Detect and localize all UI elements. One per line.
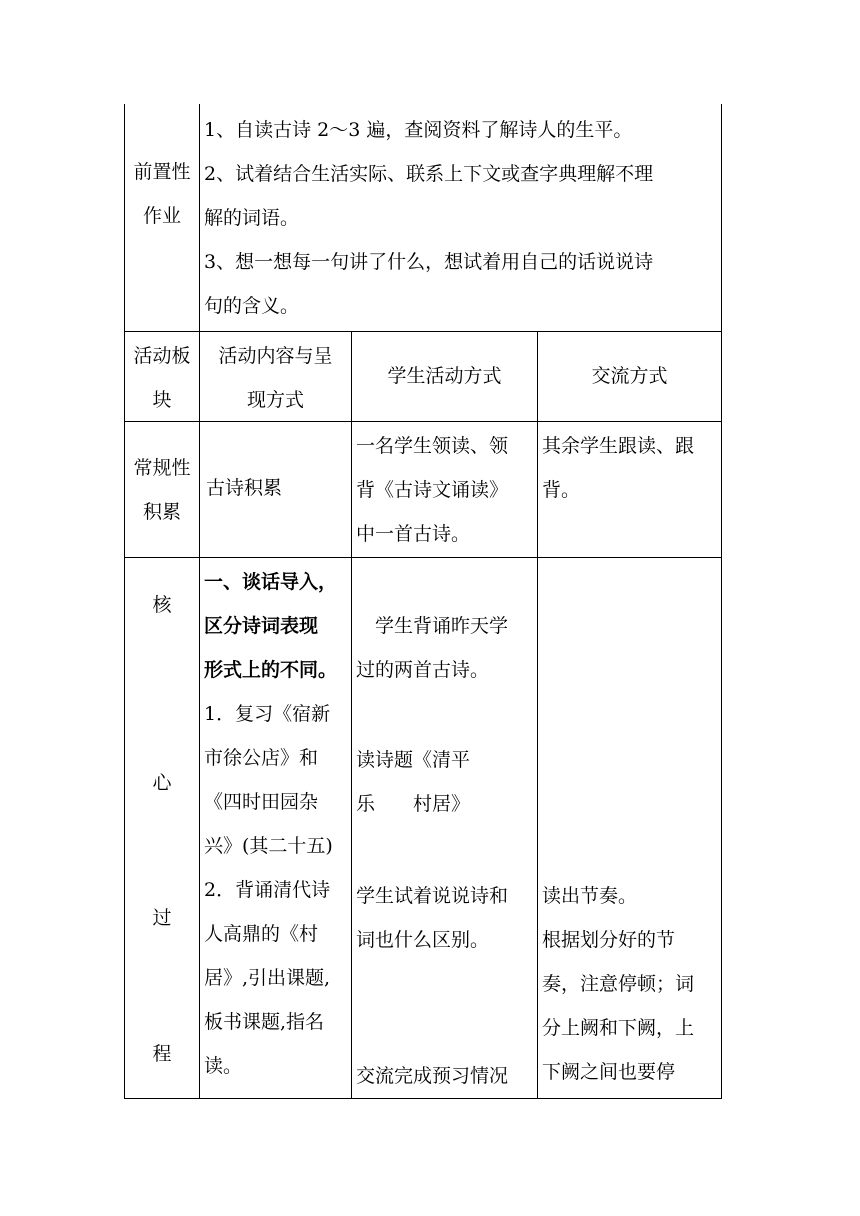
header-content-form-line-2: 现方式 <box>246 389 304 411</box>
core-student-block-3 <box>356 874 536 962</box>
routine-label-line-2: 积累 <box>142 501 181 523</box>
routine-content-text: 古诗积累 <box>206 477 283 499</box>
routine-exchange-line: 背。 <box>542 479 581 501</box>
pre-homework-label-line-1: 前置性 <box>133 161 191 183</box>
col-divider-1 <box>199 104 200 1099</box>
core-label-char <box>125 1032 199 1076</box>
core-content-line: 居》,引出课题, <box>204 967 331 989</box>
core-exchange-line: 下阙之间也要停 <box>542 1061 676 1083</box>
header-content-form <box>200 334 351 422</box>
core-content-line: 市徐公店》和 <box>204 747 319 769</box>
core-label-char <box>125 761 199 805</box>
table-bottom-border <box>124 1098 722 1099</box>
core-student-block-4 <box>356 1054 536 1098</box>
routine-exchange <box>542 424 720 512</box>
core-label-char <box>125 583 199 627</box>
pre-homework-label <box>125 150 199 238</box>
routine-label-line-1: 常规性 <box>133 457 191 479</box>
core-exchange-line: 分上阙和下阙，上 <box>542 1017 695 1039</box>
core-content-line: 兴》(其二十五) <box>204 835 333 857</box>
header-student-activity-text: 学生活动方式 <box>387 365 502 387</box>
core-content-line: 2．背诵清代诗 <box>204 879 331 901</box>
core-label-char <box>125 896 199 940</box>
row-divider-3 <box>124 557 722 558</box>
header-exchange-mode-text: 交流方式 <box>591 365 668 387</box>
core-student-block-1 <box>356 604 536 692</box>
routine-student-line: 一名学生领读、领 <box>356 435 509 457</box>
routine-student-line: 背《古诗文诵读》 <box>356 479 509 501</box>
pre-homework-label-line-2: 作业 <box>142 205 181 227</box>
core-content-line: 人高鼎的《村 <box>204 923 319 945</box>
pre-homework-line: 3、想一想每一句讲了什么，想试着用自己的话说说诗 <box>204 251 654 273</box>
core-label-char-3: 过 <box>152 907 172 929</box>
routine-student-line: 中一首古诗。 <box>356 523 471 545</box>
core-content-line: 读。 <box>204 1055 243 1077</box>
col-divider-2 <box>351 331 352 1099</box>
core-section-heading-line: 一、谈话导入， <box>204 571 338 593</box>
header-content-form-line-1: 活动内容与呈 <box>218 345 333 367</box>
core-section-heading-line: 形式上的不同。 <box>204 659 338 681</box>
core-exchange-line: 奏，注意停顿；词 <box>542 973 695 995</box>
header-student-activity <box>352 354 537 398</box>
core-exchange <box>542 874 720 1094</box>
header-activity-block <box>125 334 199 422</box>
core-student-line: 交流完成预习情况 <box>356 1065 509 1087</box>
core-exchange-line: 读出节奏。 <box>542 885 638 907</box>
routine-student-activity <box>356 424 536 556</box>
core-exchange-line: 根据划分好的节 <box>542 929 676 951</box>
core-content <box>204 560 350 1088</box>
core-label-char-2: 心 <box>152 772 172 794</box>
core-student-line: 读诗题《清平 <box>356 749 471 771</box>
core-content-line: 1．复习《宿新 <box>204 703 331 725</box>
core-student-line: 学生背诵昨天学 <box>356 615 509 637</box>
pre-homework-content <box>204 108 719 328</box>
core-label-char-4: 程 <box>152 1043 172 1065</box>
core-label-char-1: 核 <box>152 594 172 616</box>
routine-exchange-line: 其余学生跟读、跟 <box>542 435 695 457</box>
core-student-line: 乐 村居》 <box>356 793 471 815</box>
row-divider-1 <box>124 331 722 332</box>
core-content-line: 板书课题,指名 <box>204 1011 325 1033</box>
header-activity-block-line-2: 块 <box>152 389 172 411</box>
pre-homework-line: 2、试着结合生活实际、联系上下文或查字典理解不理 <box>204 163 654 185</box>
col-divider-3 <box>537 331 538 1099</box>
core-student-line: 学生试着说说诗和 <box>356 885 509 907</box>
pre-homework-line: 句的含义。 <box>204 295 300 317</box>
routine-content <box>206 466 349 510</box>
core-section-heading-line: 区分诗词表现 <box>204 615 319 637</box>
core-student-line: 过的两首古诗。 <box>356 659 490 681</box>
routine-label <box>125 446 199 534</box>
pre-homework-line: 解的词语。 <box>204 207 300 229</box>
header-exchange-mode <box>538 354 721 398</box>
table-right-border <box>721 104 722 1099</box>
header-activity-block-line-1: 活动板 <box>133 345 191 367</box>
core-student-block-2 <box>356 738 536 826</box>
core-student-line: 词也什么区别。 <box>356 929 490 951</box>
core-content-line: 《四时田园杂 <box>204 791 319 813</box>
pre-homework-line: 1、自读古诗 2～3 遍，查阅资料了解诗人的生平。 <box>204 119 633 141</box>
